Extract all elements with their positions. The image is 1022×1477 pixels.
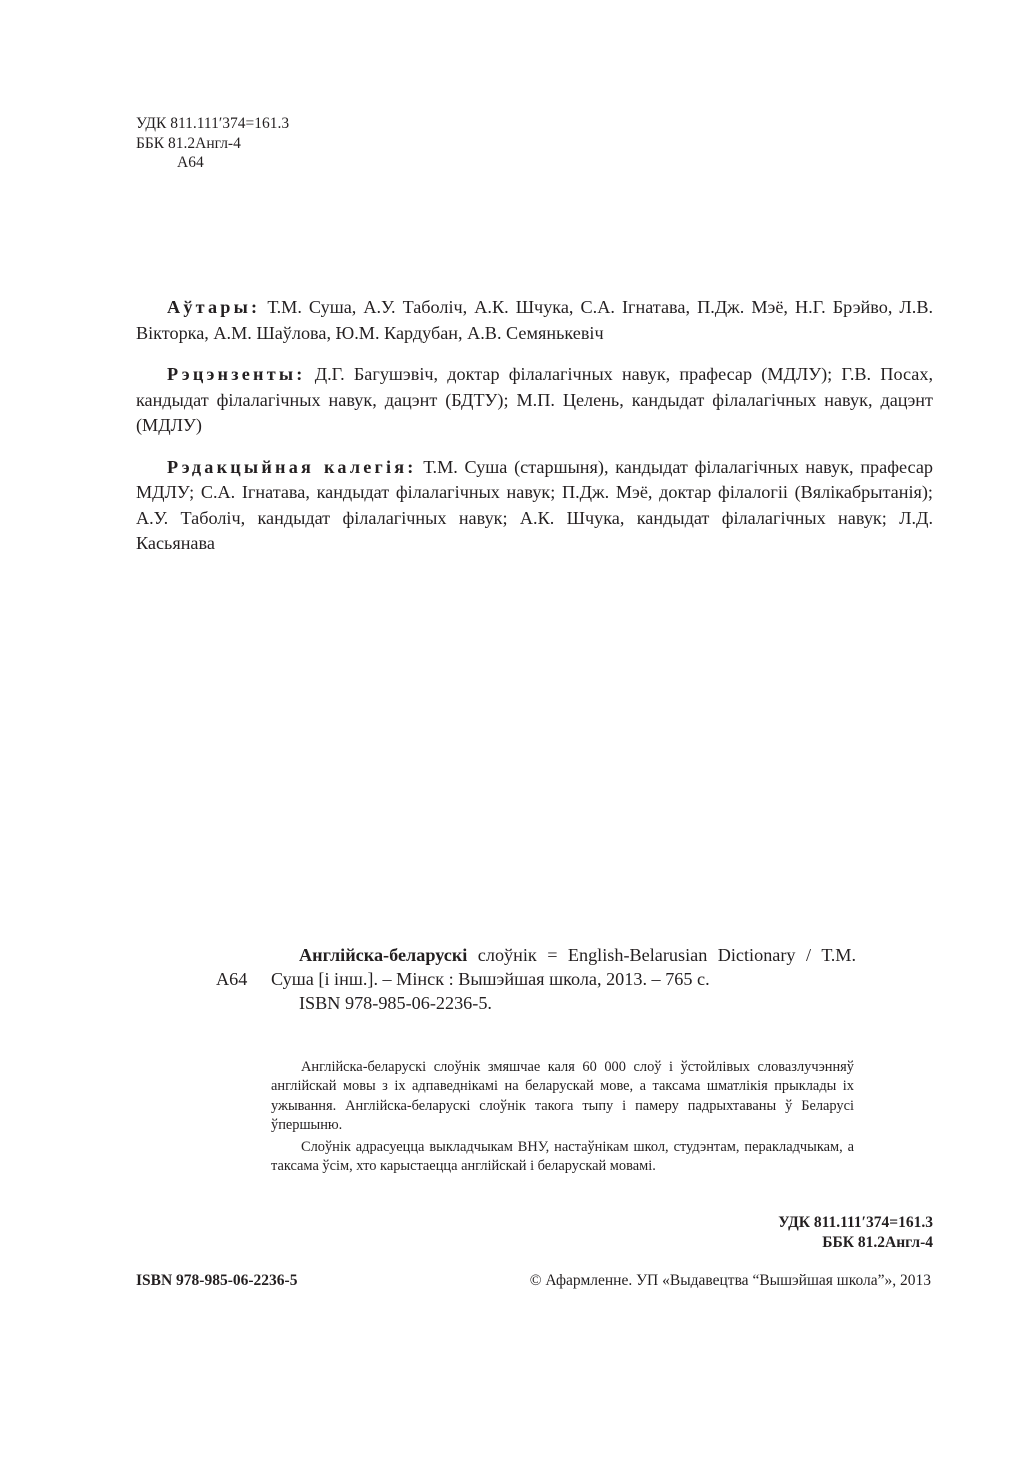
footer-isbn: ISBN 978-985-06-2236-5 [136, 1272, 298, 1289]
catalog-card [216, 944, 856, 1016]
catalog-author-mark: А64 [216, 968, 248, 989]
bbk-code: ББК 81.2Англ-4 [136, 134, 241, 152]
catalog-entry [271, 944, 856, 991]
udk-code-bottom: УДК 811.111′374=161.3 [778, 1214, 933, 1231]
editorial-board-paragraph [136, 455, 933, 557]
editorial-board-text: Т.М. Суша (старшыня), кандыдат філалагічных навук, прафесар МДЛУ; С.А. Ігнатава, кандыдат філалагічных навук; П.Дж. Мэё, доктар філалогіі (Вялікабрытанія); А.У. Таболіч, кандыдат філалагічных навук; А.К. Шчука, кандыдат філалагічных навук; Л.Д. Касьянава [136, 456, 933, 553]
classification-block-bottom [778, 1213, 933, 1253]
author-mark: А64 [177, 154, 204, 171]
authors-text: Т.М. Суша, А.У. Таболіч, А.К. Шчука, С.А. Ігнатава, П.Дж. Мэё, Н.Г. Брэйво, Л.В. Вікторка, А.М. Шаўлова, Ю.М. Кардубан, А.В. Семянькевіч [136, 297, 933, 343]
catalog-title: Англійска-беларускі [299, 945, 468, 965]
classification-block-top [136, 114, 289, 173]
catalog-description: слоўнік = English-Belarusian Dictionary / Т.М. Суша [і інш.]. – Мінск : Вышэйшая школа, 2013. – 765 с. [271, 945, 856, 989]
authors-paragraph [136, 295, 933, 346]
reviewers-text: Д.Г. Багушэвіч, доктар філалагічных навук, прафесар (МДЛУ); Г.В. Посах, кандыдат філалагічных навук, дацэнт (БДТУ); М.П. Целень, кандыдат філалагічных навук, дацэнт (МДЛУ) [136, 364, 933, 435]
catalog-isbn: ISBN 978-985-06-2236-5. [299, 993, 492, 1013]
annotation-paragraph-1: Англійска-беларускі слоўнік змяшчае каля 60 000 слоў і ўстойлівых словазлучэнняў англійскай мовы з іх адпаведнікамі на беларускай мове, а таксама шматлікія прыклады іх ужывання. Англійска-беларускі слоўнік такога тыпу і памеру падрыхтаваны ў Беларусі ўпершыню. [271, 1059, 854, 1134]
udk-code: УДК 811.111′374=161.3 [136, 115, 290, 132]
annotation-section [271, 1058, 854, 1176]
reviewers-paragraph [136, 362, 933, 439]
editorial-board-label: Рэдакцыйная калегія: [167, 456, 417, 477]
footer-copyright: © Афармленне. УП «Выдавецтва “Вышэйшая школа”», 2013 [529, 1272, 931, 1289]
credits-section [136, 295, 933, 557]
annotation-paragraph-2: Слоўнік адрасуецца выкладчыкам ВНУ, настаўнікам школ, студэнтам, перакладчыкам, а таксама ўсім, хто карыстаецца англійскай і беларускай мовамі. [271, 1138, 854, 1175]
bbk-code-bottom: ББК 81.2Англ-4 [822, 1234, 933, 1251]
authors-label: Аўтары: [167, 297, 261, 317]
reviewers-label: Рэцэнзенты: [167, 364, 306, 384]
